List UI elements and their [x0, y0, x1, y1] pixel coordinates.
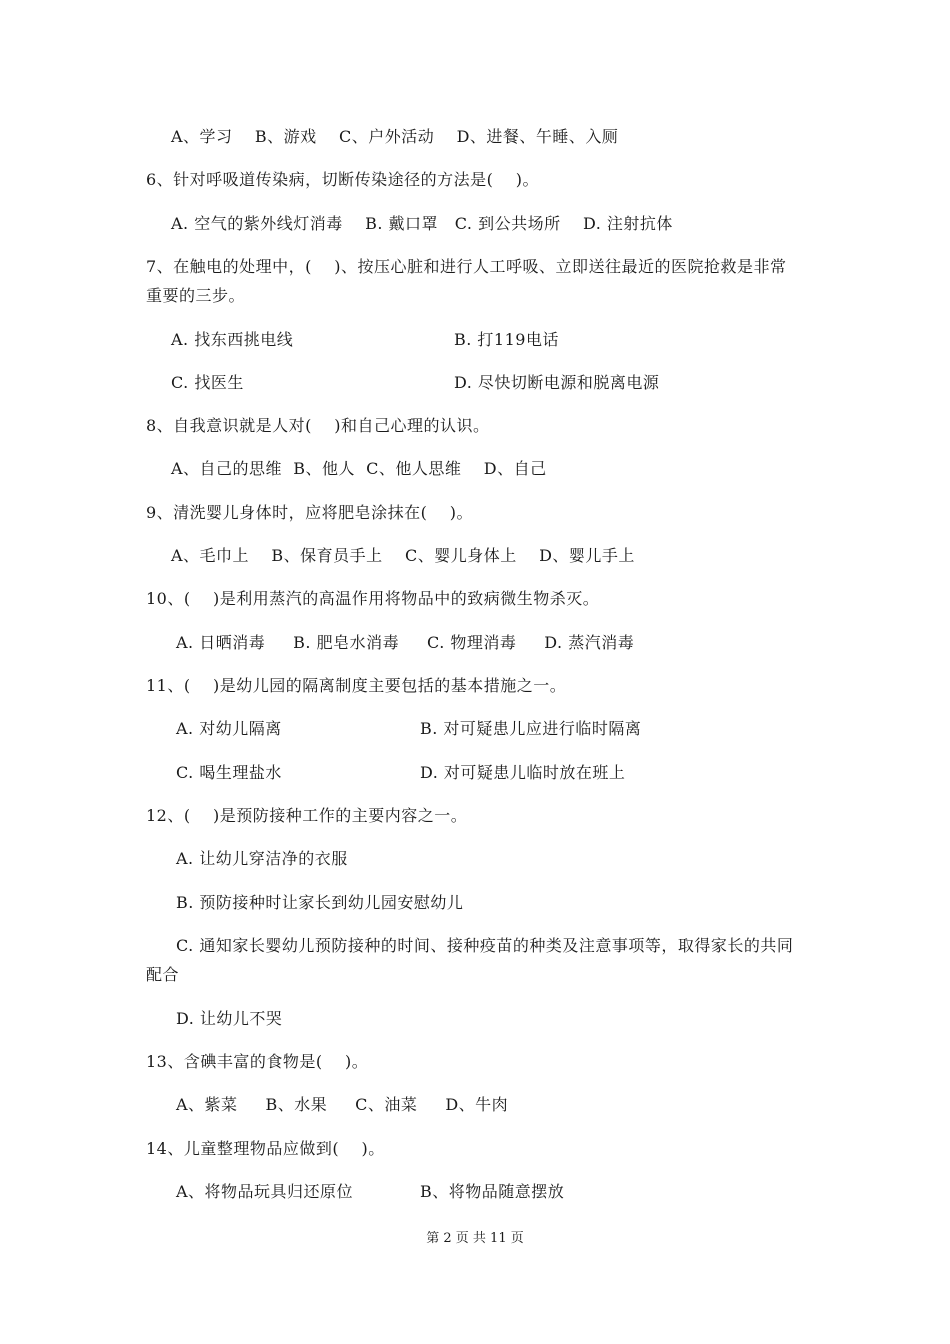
q11-option-a: A. 对幼儿隔离	[176, 719, 282, 738]
q14-option-b: B、将物品随意摆放	[420, 1182, 565, 1201]
q12-option-a: A. 让幼儿穿洁净的衣服	[176, 849, 348, 868]
q11-option-c: C. 喝生理盐水	[176, 763, 282, 782]
q14-stem: 14、儿童整理物品应做到( )。	[146, 1139, 385, 1158]
q11-option-b: B. 对可疑患儿应进行临时隔离	[420, 719, 642, 738]
q7-option-c: C. 找医生	[171, 373, 244, 392]
q9-options: A、毛巾上 B、保育员手上 C、婴儿身体上 D、婴儿手上	[171, 546, 635, 565]
q11-stem: 11、( )是幼儿园的隔离制度主要包括的基本措施之一。	[146, 676, 567, 695]
q14-option-a: A、将物品玩具归还原位	[176, 1182, 354, 1201]
page-number: 第 2 页 共 11 页	[426, 1231, 524, 1246]
q11-option-d: D. 对可疑患儿临时放在班上	[420, 763, 626, 782]
q12-option-c: C. 通知家长婴幼儿预防接种的时间、接种疫苗的种类及注意事项等，取得家长的共同	[176, 936, 794, 955]
q7-stem: 7、在触电的处理中，( )、按压心脏和进行人工呼吸、立即送往最近的医院抢救是非常	[146, 257, 787, 276]
q7-option-d: D. 尽快切断电源和脱离电源	[454, 373, 660, 392]
q7-stem-cont: 重要的三步。	[146, 286, 246, 305]
q8-stem: 8、自我意识就是人对( )和自己心理的认识。	[146, 416, 490, 435]
q13-stem: 13、含碘丰富的食物是( )。	[146, 1052, 369, 1071]
q7-option-a: A. 找东西挑电线	[171, 330, 294, 349]
q12-option-d: D. 让幼儿不哭	[176, 1009, 283, 1028]
q5-options: A、学习 B、游戏 C、户外活动 D、进餐、午睡、入厕	[171, 127, 619, 146]
q10-options: A. 日晒消毒 B. 肥皂水消毒 C. 物理消毒 D. 蒸汽消毒	[176, 633, 635, 652]
q8-options: A、自己的思维 B、他人 C、他人思维 D、自己	[171, 459, 547, 478]
q7-option-b: B. 打119电话	[454, 330, 559, 349]
q9-stem: 9、清洗婴儿身体时，应将肥皂涂抹在( )。	[146, 503, 474, 522]
q13-options: A、紫菜 B、水果 C、油菜 D、牛肉	[176, 1095, 509, 1114]
q12-stem: 12、( )是预防接种工作的主要内容之一。	[146, 806, 468, 825]
q10-stem: 10、( )是利用蒸汽的高温作用将物品中的致病微生物杀灭。	[146, 589, 600, 608]
q12-option-b: B. 预防接种时让家长到幼儿园安慰幼儿	[176, 893, 464, 912]
q6-options: A. 空气的紫外线灯消毒 B. 戴口罩 C. 到公共场所 D. 注射抗体	[171, 214, 673, 233]
q12-option-c-cont: 配合	[146, 965, 180, 984]
q6-stem: 6、针对呼吸道传染病，切断传染途径的方法是( )。	[146, 170, 540, 189]
